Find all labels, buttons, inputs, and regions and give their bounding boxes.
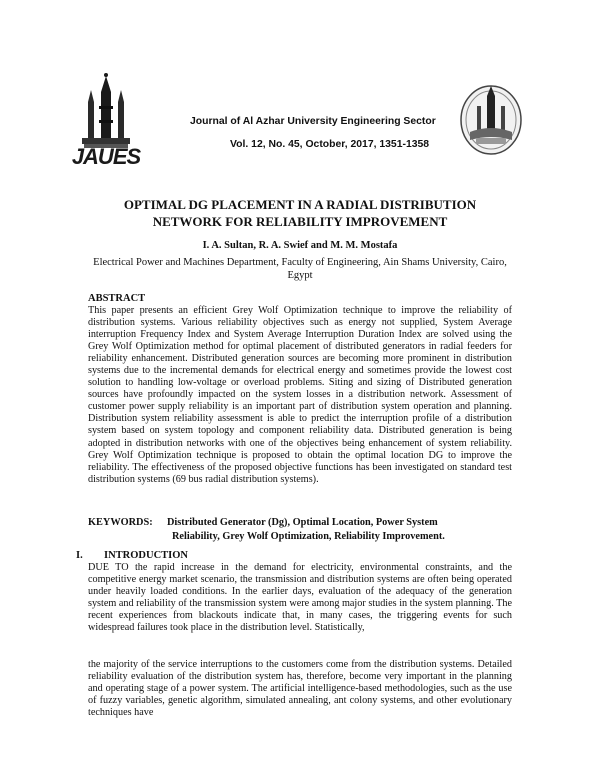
abstract-heading: ABSTRACT xyxy=(88,293,146,304)
keywords-line-1: Distributed Generator (Dg), Optimal Location, Power System xyxy=(167,517,438,528)
section-heading: INTRODUCTION xyxy=(104,550,189,561)
jaues-logo xyxy=(68,72,144,176)
journal-name: Journal of Al Azhar University Engineering Sector xyxy=(190,116,436,127)
authors: I. A. Sultan, R. A. Swief and M. M. Mostafa xyxy=(202,240,398,251)
intro-paragraph-2: the majority of the service interruptions to the customers come from the distribution systems. Detailed reliability evaluation of the distribution system has, therefore, become very important in the planning and operating stage of a power system. The artificial intelligence-based methodologies, such as the use of fuzzy variables, genetic algorithm, simulated annealing, ant colony systems, and other evolutionary techniques have xyxy=(88,659,512,719)
abstract-text: This paper presents an efficient Grey Wolf Optimization technique to improve the reliability of distribution systems. Various reliability objectives such as energy not supplied, System Average interruption Frequency Index and System Average Interruption Duration Index are solved using the Grey Wolf Optimization method for optimal placement of distributed generators in radial feeders for reliability enhancement. Distributed generation sources are becoming more prominent in distribution systems due to the incremental demands for electrical energy and sometimes provide the lowest cost solution to handling low-voltage or overload problems. Siting and sizing of Distributed generation sources have profoundly impacted on the system losses in a distribution network. Assessment of customer power supply reliability is an important part of distribution system operation and planning. Distribution system reliability assessment is able to predict the interruption profile of a distribution system based on system topology and component reliability data. Distributed generation is being adopted in distribution networks with one of the objectives being enhancement of system reliability. Grey Wolf Optimization technique is proposed to obtain the optimal location DG to improve the reliability. The effectiveness of the proposed objective functions has been investigated on standard test distribution systems (69 bus radial distribution systems). xyxy=(88,305,512,485)
intro-paragraph-1: DUE TO the rapid increase in the demand for electricity, environmental constraints, and the competitive energy market scenario, the transmission and distribution systems are often being operated under heavily loaded conditions. In the earlier days, evaluation of the adequacy of the generation system and reliability of the transmission system were among major studies in the system planning. The recent experiences from blackouts indicate that, in many cases, the triggering events for such widespread failures took place in the distribution level. Statistically, xyxy=(88,562,512,634)
keywords-line-2: Reliability, Grey Wolf Optimization, Reliability Improvement. xyxy=(172,531,445,542)
al-azhar-seal xyxy=(456,80,526,158)
paper-title: OPTIMAL DG PLACEMENT IN A RADIAL DISTRIBUTION NETWORK FOR RELIABILITY IMPROVEMENT xyxy=(123,197,477,229)
section-number: I. xyxy=(76,550,83,561)
affiliation: Electrical Power and Machines Department, Faculty of Engineering, Ain Shams University, Cairo, Egypt xyxy=(93,257,507,281)
keywords-label: KEYWORDS: xyxy=(88,517,153,528)
university-seal-icon xyxy=(456,80,526,158)
seal-caption xyxy=(456,80,457,81)
volume-info: Vol. 12, No. 45, October, 2017, 1351-1358 xyxy=(230,139,430,150)
jaues-logo-text: JAUES xyxy=(71,144,141,169)
